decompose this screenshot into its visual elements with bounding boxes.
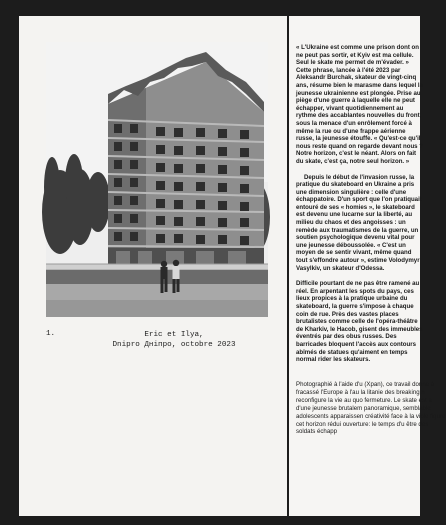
caption-line-2: Dnipro Дніпро, octobre 2023 xyxy=(112,341,236,349)
photo-description xyxy=(296,381,446,436)
left-page xyxy=(19,16,287,516)
caption-number: 1. xyxy=(46,330,56,338)
photograph xyxy=(46,42,268,317)
right-page xyxy=(289,16,446,516)
paragraph-3: Difficile pourtant de ne pas être ramené au réel. En arpentant les spots du pays, ces lieux propices à la pratique urbaine du skateboard, la guerre s'impose à chaque coin de rue. Près des vastes places brutalistes comme celle de l'opéra-théâtre de Kharkiv, le Hacob, gisent des immeubles éventrés par des obus russes. Des barricades bloquent l'accès aux contours abîmés de statues qu'aiment en temps normal rider les skateurs. xyxy=(296,280,423,364)
paragraph-1: « L'Ukraine est comme une prison dont on ne peut pas sortir, et Kyiv est ma cellule. Seul le skate me permet de m'évader. » Cette phrase, lancée à l'été 2023 par Aleksandr Burchak, skateur de vingt-cinq ans, résume bien le marasme dans lequel la jeunesse ukrainienne est plongée. Prise au piège d'une guerre à laquelle elle ne peut échapper, vivant quotidiennement au rythme des accablantes nouvelles du front, sous la menace d'un enrôlement forcé à même la rue ou d'une frappe aérienne russe, la jeunesse étouffe. « Qu'est-ce qu'il nous reste quand on regarde devant nous ? Notre horizon, c'est le néant. Alors on fait du skate, c'est ça, notre seul horizon. » xyxy=(296,44,424,165)
photo-caption xyxy=(79,330,269,350)
paragraph-2: Depuis le début de l'invasion russe, la pratique du skateboard en Ukraine a pris une dimension singulière : celle d'une échappatoire. D'un sport que l'on pratiquait entouré de ses « homies », le skateboard est devenu une lucarne sur la liberté, au milieu du chaos et des angoisses : un remède aux traumatismes de la guerre, un soutien psychologique devenu vital pour une jeunesse déboussolée. « C'est un moyen de se sentir vivant, même quand tout s'effondre autour », estime Volodymyr Vasylkiv, un skateur d'Odessa. xyxy=(296,173,422,272)
article-column xyxy=(296,44,424,372)
caption-line-1: Eric et Ilya, xyxy=(144,331,204,339)
photo-image xyxy=(46,42,268,317)
photo-description-text: Photographié à l'aide d'u (Xpan), ce travail donne à fracassé l'Europe à l'au la litanie des breaking n reconfigure la vie au quo fermeture. Le skate est a d'une jeunesse brutalem panoramique, semblable adolescents apparaissen créativité face à la viole figure cet horizon rédui ouverture: le temps d'u être des soldats échapp xyxy=(296,381,446,436)
